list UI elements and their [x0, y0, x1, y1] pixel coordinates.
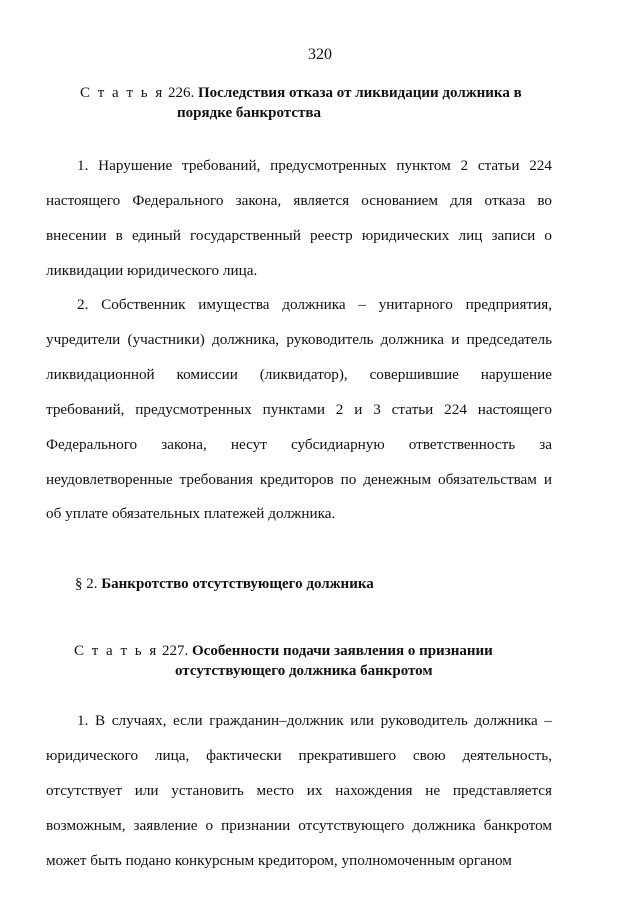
article-226-heading-line1 [80, 83, 522, 103]
article-226-paragraph-1: 1. Нарушение требований, предусмотренных пунктом 2 статьи 224 настоящего Федерального закона, является основанием для отказа во внесении в единый государственный реестр юридических лиц записи о ликвидации юридического лица. [46, 157, 552, 279]
section-heading [75, 574, 374, 594]
article-227-title-line2: отсутствующего должника банкротом [175, 663, 433, 679]
article-226-paragraph-2: 2. Собственник имущества должника – унитарного предприятия, учредители (участники) должника, руководитель должника и председатель ликвидационной комиссии (ликвидатор), совершившие нарушение требований, предусмотренных пунктами 2 и 3 статьи 224 настоящего Федерального закона, несут субсидиарную ответственность за неудовлетворенные требования кредиторов по денежным обязательствам и об уплате обязательных платежей должника. [46, 296, 552, 523]
article-226-title-line2: порядке банкротства [177, 105, 321, 121]
article-227-heading [74, 641, 493, 681]
article-227-heading-line1 [74, 641, 493, 661]
article-226-prefix: С т а т ь я [80, 85, 165, 101]
article-226-title-line1: Последствия отказа от ликвидации должника в [198, 85, 522, 101]
page-number: 320 [308, 46, 332, 63]
article-227-paragraph-1: 1. В случаях, если гражданин–должник или руководитель должника – юридического лица, фактически прекратившего свою деятельность, отсутствует или установить место их нахождения не представляется возможным, заявление о признании отсутствующего должника банкротом может быть подано конкурсным кредитором, уполномоченным органом [46, 712, 552, 869]
article-227-title-line1: Особенности подачи заявления о признании [192, 643, 493, 659]
article-226-number: 226. [164, 85, 199, 101]
section-title: Банкротство отсутствующего должника [101, 576, 374, 592]
section-mark: § 2. [75, 576, 102, 592]
article-227-prefix: С т а т ь я [74, 643, 159, 659]
article-227-number: 227. [158, 643, 193, 659]
article-226-heading [80, 83, 522, 123]
